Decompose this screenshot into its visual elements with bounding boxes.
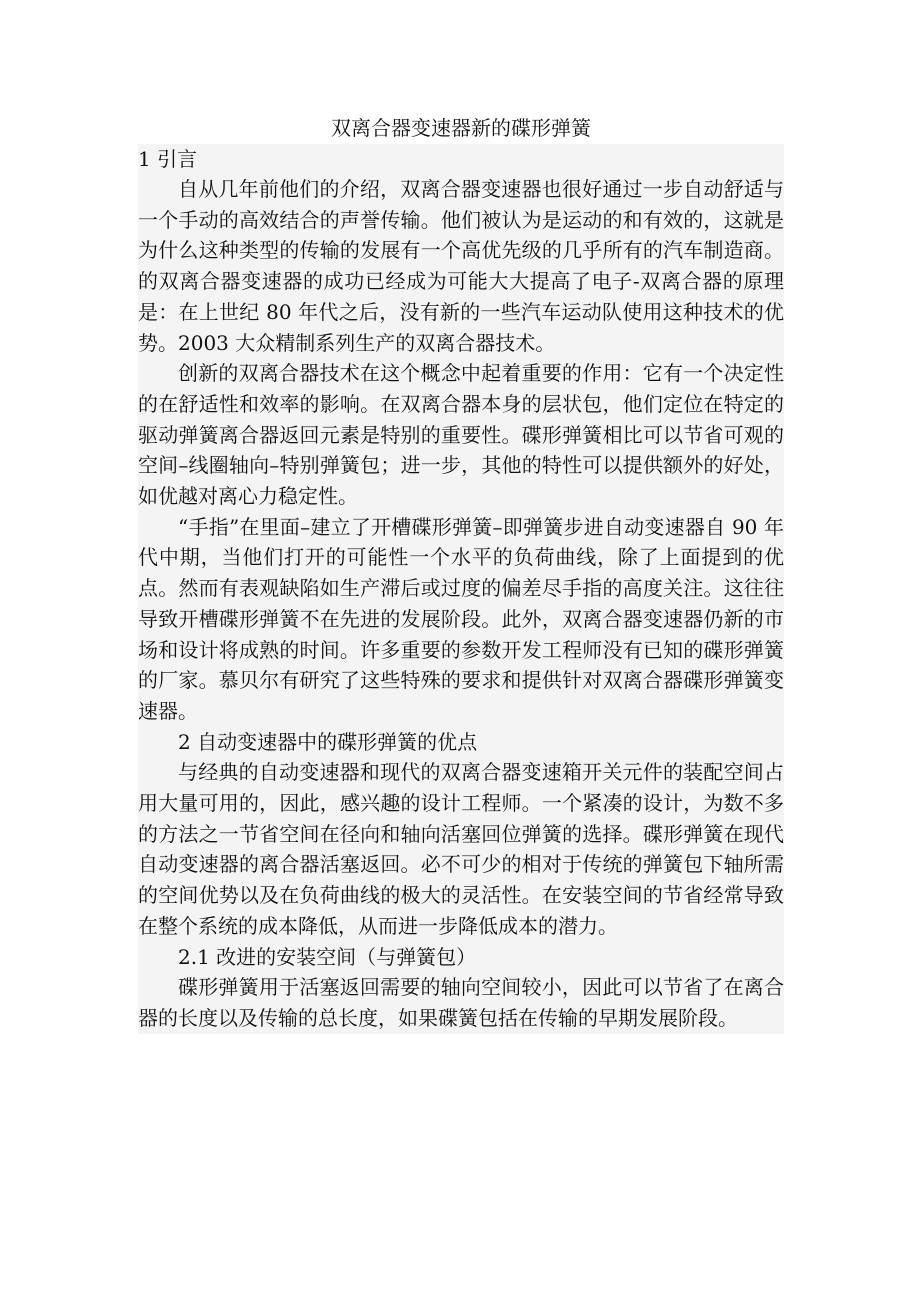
document-page: [138, 112, 784, 1034]
paragraph-1: 自从几年前他们的介绍，双离合器变速器也很好通过一步自动舒适与一个手动的高效结合的声誉传输。他们被认为是运动的和有效的，这就是为什么这种类型的传输的发展有一个高优先级的几乎所有的汽车制造商。的双离合器变速器的成功已经成为可能大大提高了电子-双离合器的原理是：在上世纪 80 年代之后，没有新的一些汽车运动队使用这种技术的优势。2003 大众精制系列生产的双离合器技术。: [138, 177, 784, 355]
document-title: 双离合器变速器新的碟形弹簧: [331, 116, 591, 140]
paragraph-3: “手指”在里面–建立了开槽碟形弹簧–即弹簧步进自动变速器自 90 年代中期，当他们打开的可能性一个水平的负荷曲线，除了上面提到的优点。然而有表观缺陷如生产滞后或过度的偏差尽手指的高度关注。这往往导致开槽碟形弹簧不在先进的发展阶段。此外，双离合器变速器仍新的市场和设计将成熟的时间。许多重要的参数开发工程师没有已知的碟形弹簧的厂家。慕贝尔有研究了这些特殊的要求和提供针对双离合器碟形弹簧变速器。: [138, 514, 784, 723]
paragraph-5: 碟形弹簧用于活塞返回需要的轴向空间较小，因此可以节省了在离合器的长度以及传输的总长度，如果碟簧包括在传输的早期发展阶段。: [138, 975, 784, 1030]
paragraph-2: 创新的双离合器技术在这个概念中起着重要的作用：它有一个决定性的在舒适性和效率的影响。在双离合器本身的层状包，他们定位在特定的驱动弹簧离合器返回元素是特别的重要性。碟形弹簧相比可以节省可观的空间–线圈轴向–特别弹簧包；进一步，其他的特性可以提供额外的好处，如优越对离心力稳定性。: [138, 361, 784, 509]
paragraph-4: 与经典的自动变速器和现代的双离合器变速箱开关元件的装配空间占用大量可用的，因此，感兴趣的设计工程师。一个紧凑的设计，为数不多的方法之一节省空间在径向和轴向活塞回位弹簧的选择。碟形弹簧在现代自动变速器的离合器活塞返回。必不可少的相对于传统的弹簧包下轴所需的空间优势以及在负荷曲线的极大的灵活性。在安装空间的节省经常导致在整个系统的成本降低，从而进一步降低成本的潜力。: [138, 760, 784, 938]
section-heading-introduction: 1 引言: [138, 147, 198, 171]
section-heading-advantages: 2 自动变速器中的碟形弹簧的优点: [178, 729, 478, 754]
document-body: [138, 144, 784, 1034]
section-heading-installation-space: 2.1 改进的安装空间（与弹簧包）: [178, 944, 477, 969]
